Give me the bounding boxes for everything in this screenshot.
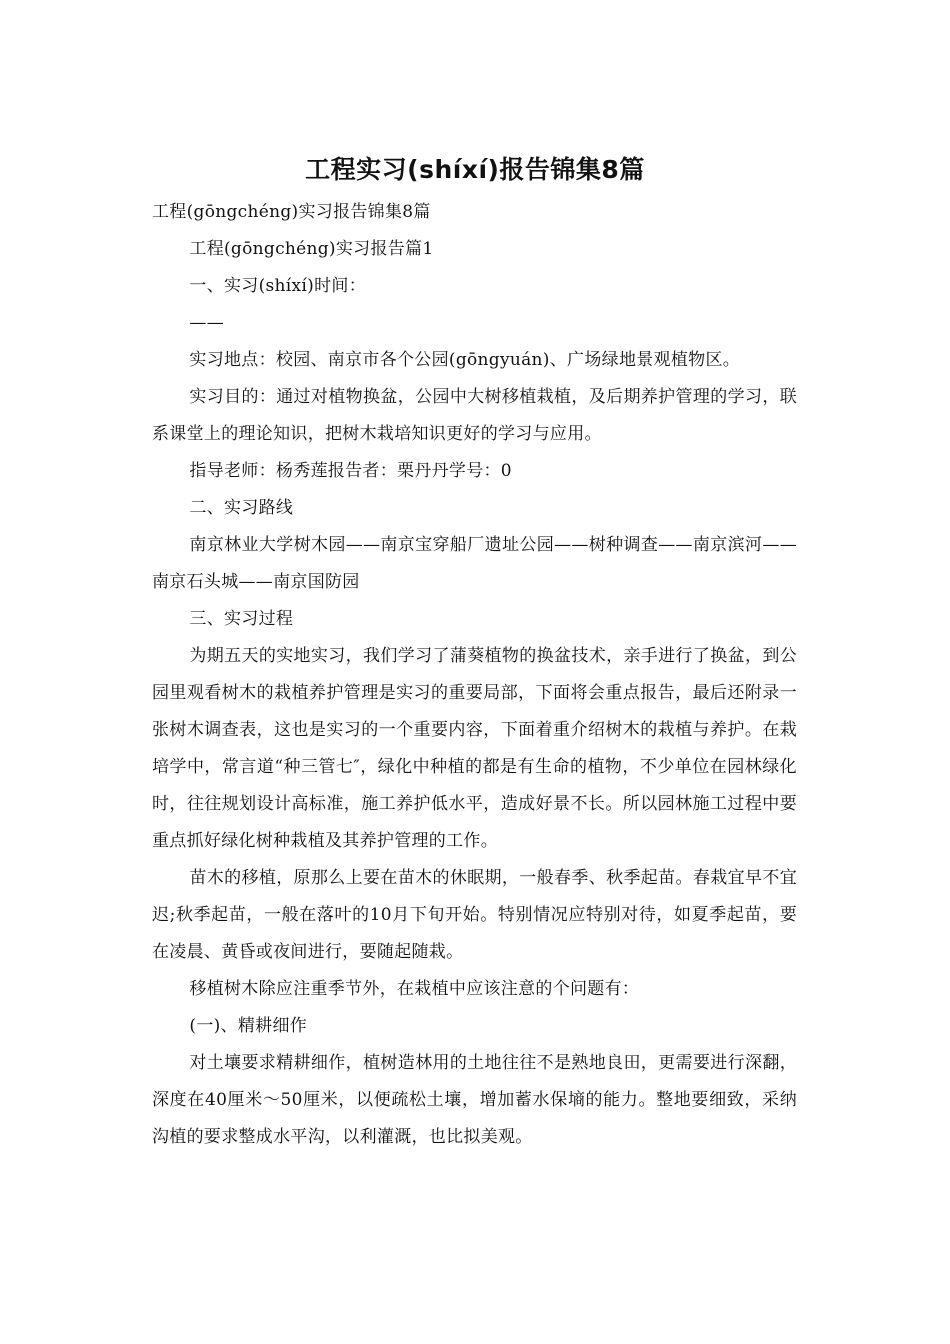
- section-heading: 二、实习路线: [189, 498, 294, 518]
- section-heading: (一)、精耕细作: [189, 1016, 308, 1036]
- section-heading: 三、实习过程: [189, 609, 294, 629]
- document-title: 工程实习(shíxí)报告锦集8篇: [305, 155, 645, 184]
- paragraph: 苗木的移植，原那么上要在苗木的休眠期，一般春季、秋季起苗。春栽宜早不宜迟;秋季起苗，一般在落叶的10月下旬开始。特别情况应特别对待，如夏季起苗，要在凌晨、黄昏或夜间进行，要随起随栽。: [152, 868, 797, 962]
- paragraph: 实习地点：校园、南京市各个公园(gōngyuán)、广场绿地景观植物区。: [189, 350, 741, 370]
- paragraph: ——: [189, 313, 224, 333]
- section-heading: 一、实习(shíxí)时间：: [189, 276, 366, 296]
- section-heading: 工程(gōngchéng)实习报告篇1: [189, 239, 434, 259]
- document-body: [152, 194, 797, 1156]
- paragraph: 为期五天的实地实习，我们学习了蒲葵植物的换盆技术，亲手进行了换盆，到公园里观看树木的栽植养护管理是实习的重要局部，下面将会重点报告，最后还附录一张树木调查表，这也是实习的一个重要内容，下面着重介绍树木的栽植与养护。在栽培学中，常言道“种三管七″，绿化中种植的都是有生命的植物，不少单位在园林绿化时，往往规划设计高标准，施工养护低水平，造成好景不长。所以园林施工过程中要重点抓好绿化树种栽植及其养护管理的工作。: [152, 646, 797, 851]
- paragraph: 对土壤要求精耕细作，植树造林用的土地往往不是熟地良田，更需要进行深翻，深度在40厘米～50厘米，以便疏松土壤，增加蓄水保墒的能力。整地要细致，采纳沟植的要求整成水平沟，以利灌溉，也比拟美观。: [152, 1053, 797, 1147]
- subtitle-paragraph: 工程(gōngchéng)实习报告锦集8篇: [152, 202, 431, 222]
- paragraph: 移植树木除应注重季节外，在栽植中应该注意的个问题有：: [189, 979, 640, 999]
- paragraph: 南京林业大学树木园——南京宝穿船厂遗址公园——树种调查——南京滨河——南京石头城——南京国防园: [152, 535, 797, 592]
- paragraph: 实习目的：通过对植物换盆，公园中大树移植栽植，及后期养护管理的学习，联系课堂上的理论知识，把树木栽培知识更好的学习与应用。: [152, 387, 797, 444]
- paragraph: 指导老师：杨秀莲报告者：栗丹丹学号：0: [189, 461, 512, 481]
